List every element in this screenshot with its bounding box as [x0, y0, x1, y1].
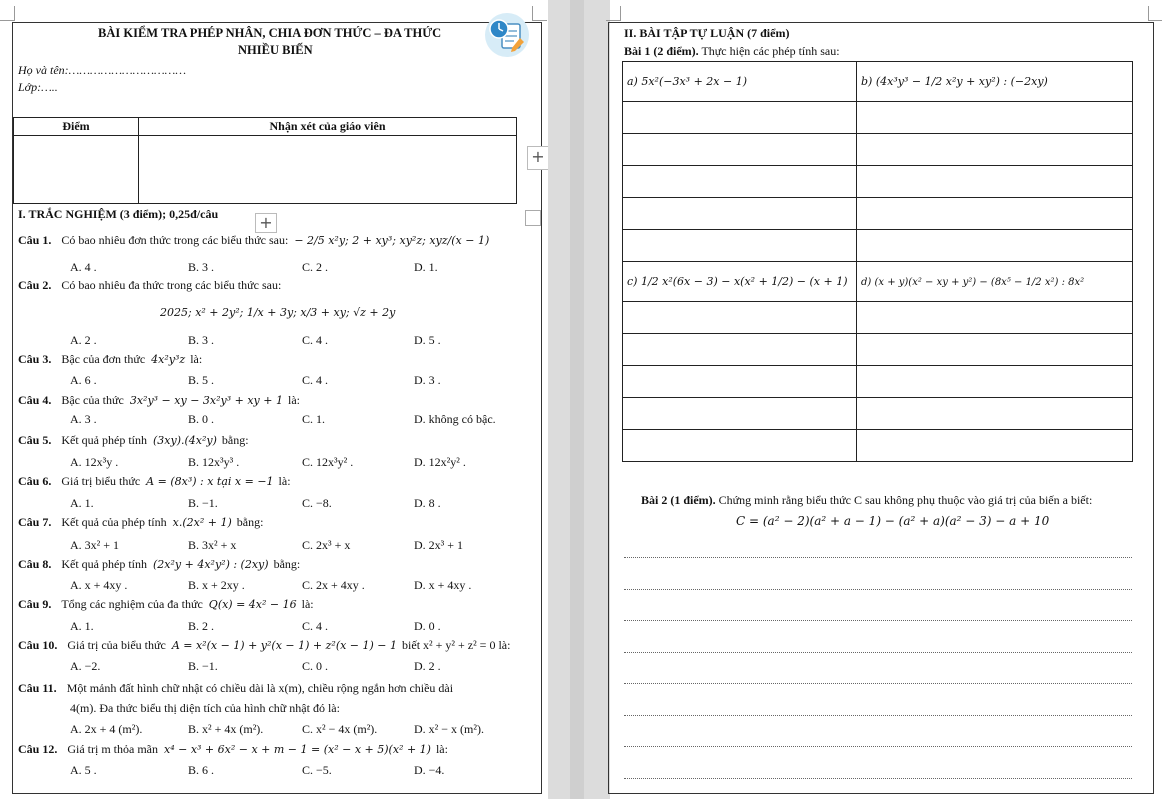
question-math: 4x²y³z	[151, 353, 186, 366]
question-text: Có bao nhiêu đa thức trong các biểu thức sau:	[61, 278, 282, 292]
answer-line[interactable]	[624, 652, 1132, 653]
question-number: Câu 7.	[18, 515, 52, 529]
answer-cell[interactable]	[857, 398, 1133, 430]
page-left	[0, 0, 548, 799]
answer-option-a: A. x + 4xy .	[70, 578, 128, 592]
bai2-formula: C = (a² − 2)(a² + a − 1) − (a² + a)(a² − 3) − a + 10	[736, 514, 1050, 528]
answer-option-c: C. 12x³y² .	[302, 455, 354, 469]
answer-option-d: D. 5 .	[414, 333, 441, 347]
question-math: 2025; x² + 2y²; 1/x + 3y; x/3 + xy; √z + 2y	[160, 306, 396, 319]
answer-cell[interactable]	[857, 230, 1133, 262]
answer-option-c: C. 2x + 4xy .	[302, 578, 365, 592]
answer-cell[interactable]	[623, 334, 857, 366]
question-number: Câu 9.	[18, 597, 52, 611]
answer-option-b: B. x² + 4x (m²).	[188, 722, 264, 736]
answer-option-b: B. 2 .	[188, 619, 215, 633]
question-text: Một mảnh đất hình chữ nhật có chiều dài là x(m), chiều rộng ngắn hơn chiều dài	[66, 681, 454, 695]
answer-cell[interactable]	[623, 198, 857, 230]
question-text: Kết quả của phép tính	[61, 515, 167, 529]
add-column-button[interactable]: +	[255, 213, 277, 233]
answer-option-d: D. 8 .	[414, 496, 441, 510]
answer-cell[interactable]	[623, 398, 857, 430]
answer-option-a: A. 6 .	[70, 373, 97, 387]
answer-option-d: D. 3 .	[414, 373, 441, 387]
answer-option-a: A. 12x³y .	[70, 455, 119, 469]
table-resize-handle[interactable]	[525, 210, 541, 226]
question-3	[18, 352, 202, 367]
answer-line[interactable]	[624, 620, 1132, 621]
clipboard-clock-icon	[484, 12, 530, 58]
answer-option-b: B. 3 .	[188, 333, 215, 347]
question-tail: bằng:	[273, 557, 301, 571]
question-text: Bậc của thức	[61, 393, 124, 407]
answer-option-c: C. 2x³ + x	[302, 538, 351, 552]
exercise-c	[623, 262, 857, 302]
name-field-label: Họ và tên:……………………………	[18, 63, 187, 77]
answer-cell[interactable]	[857, 430, 1133, 462]
question-number: Câu 1.	[18, 233, 52, 247]
answer-option-c: C. 2 .	[302, 260, 329, 274]
answer-option-b: B. −1.	[188, 496, 218, 510]
score-table	[13, 117, 517, 204]
answer-option-a: A. 3x² + 1	[70, 538, 120, 552]
scrollbar-track[interactable]	[570, 0, 584, 799]
question-6	[18, 474, 291, 489]
question-number: Câu 3.	[18, 352, 52, 366]
score-cell[interactable]	[14, 136, 139, 204]
crop-mark	[1148, 6, 1162, 21]
question-tail: là:	[190, 352, 203, 366]
answer-cell[interactable]	[857, 366, 1133, 398]
question-math: x⁴ − x³ + 6x² − x + m − 1 = (x² − x + 5)(x² + 1)	[164, 743, 431, 756]
question-2	[18, 278, 281, 293]
question-number: Câu 2.	[18, 278, 52, 292]
question-math: Q(x) = 4x² − 16	[208, 598, 297, 611]
question-number: Câu 4.	[18, 393, 52, 407]
question-math: A = (8x³) : x tại x = −1	[146, 475, 274, 488]
question-tail: là:	[435, 742, 448, 756]
answer-cell[interactable]	[623, 230, 857, 262]
question-number: Câu 12.	[18, 742, 58, 756]
exercise-a	[623, 62, 857, 102]
question-number: Câu 11.	[18, 681, 57, 695]
answer-option-d: D. −4.	[414, 763, 445, 777]
question-text: Có bao nhiêu đơn thức trong các biểu thức sau:	[61, 233, 289, 247]
answer-option-a: A. −2.	[70, 659, 101, 673]
answer-cell[interactable]	[623, 166, 857, 198]
question-text: Bậc của đơn thức	[61, 352, 146, 366]
answer-cell[interactable]	[623, 430, 857, 462]
answer-option-b: B. 5 .	[188, 373, 215, 387]
bai1-label: Bài 1 (2 điểm).	[624, 44, 699, 58]
question-12	[18, 742, 448, 757]
bai2-text: Chứng minh rằng biểu thức C sau không phụ thuộc vào giá trị của biến a biết:	[718, 493, 1093, 507]
question-math: (3xy).(4x²y)	[153, 434, 217, 447]
answer-option-a: A. 2x + 4 (m²).	[70, 722, 143, 736]
crop-mark	[0, 6, 15, 21]
exercise-d-text: d) (x + y)(x² − xy + y²) − (8x⁵ − 1/2 x²) : 8x²	[861, 276, 1085, 288]
class-field-label: Lớp:…..	[18, 80, 58, 94]
answer-line[interactable]	[624, 557, 1132, 558]
exercise-a-text: a) 5x²(−3x³ + 2x − 1)	[627, 75, 747, 88]
answer-option-a: A. 3 .	[70, 412, 97, 426]
question-text: Kết quả phép tính	[61, 557, 147, 571]
question-tail: bằng:	[236, 515, 264, 529]
answer-option-b: B. 3 .	[188, 260, 215, 274]
bai1-text: Thực hiện các phép tính sau:	[701, 44, 840, 58]
question-text: Giá trị biểu thức	[61, 474, 141, 488]
answer-option-d: D. 0 .	[414, 619, 441, 633]
question-math: A = x²(x − 1) + y²(x − 1) + z²(x − 1) − 1	[171, 639, 398, 652]
answer-cell[interactable]	[857, 302, 1133, 334]
question-11	[18, 681, 453, 696]
comment-header: Nhận xét của giáo viên	[139, 118, 517, 136]
answer-option-c: C. 1.	[302, 412, 326, 426]
answer-option-a: A. 5 .	[70, 763, 97, 777]
answer-cell[interactable]	[623, 134, 857, 166]
question-9	[18, 597, 314, 612]
exercise-d	[857, 262, 1133, 302]
answer-option-d: D. 12x²y² .	[414, 455, 466, 469]
question-7	[18, 515, 263, 530]
answer-option-d: D. 2x³ + 1	[414, 538, 464, 552]
answer-option-a: A. 4 .	[70, 260, 97, 274]
answer-cell[interactable]	[857, 198, 1133, 230]
question-number: Câu 8.	[18, 557, 52, 571]
answer-option-c: C. −8.	[302, 496, 332, 510]
answer-option-d: D. x² − x (m²).	[414, 722, 484, 736]
answer-option-b: B. 0 .	[188, 412, 215, 426]
section1-heading: I. TRẮC NGHIỆM (3 điểm); 0,25đ/câu	[18, 207, 219, 221]
answer-line[interactable]	[624, 778, 1132, 779]
answer-cell[interactable]	[623, 302, 857, 334]
answer-option-d: D. 2 .	[414, 659, 441, 673]
answer-cell[interactable]	[623, 102, 857, 134]
question-tail: bằng:	[221, 433, 249, 447]
crop-mark	[606, 6, 621, 21]
answer-option-a: A. 1.	[70, 496, 94, 510]
page-gap	[548, 0, 610, 799]
exercise-b	[857, 62, 1133, 102]
answer-option-b: B. −1.	[188, 659, 218, 673]
answer-option-c: C. 4 .	[302, 619, 329, 633]
exercise-b-text: b) (4x³y³ − 1/2 x²y + xy²) : (−2xy)	[861, 75, 1048, 88]
answer-option-a: A. 1.	[70, 619, 94, 633]
question-math: − 2/5 x²y; 2 + xy³; xy²z; xyz/(x − 1)	[294, 234, 490, 247]
answer-option-c: C. −5.	[302, 763, 332, 777]
answer-option-a: A. 2 .	[70, 333, 97, 347]
answer-option-d: D. 1.	[414, 260, 438, 274]
answer-option-c: C. 0 .	[302, 659, 329, 673]
question-1	[18, 233, 489, 248]
question-tail: là:	[301, 597, 314, 611]
exercise-c-text: c) 1/2 x²(6x − 3) − x(x² + 1/2) − (x + 1)	[627, 275, 848, 288]
title-line1: BÀI KIỂM TRA PHÉP NHÂN, CHIA ĐƠN THỨC – ĐA THỨC	[98, 26, 442, 40]
answer-cell[interactable]	[857, 166, 1133, 198]
section2-heading: II. BÀI TẬP TỰ LUẬN (7 điểm)	[624, 26, 790, 40]
answer-option-d: D. x + 4xy .	[414, 578, 472, 592]
question-math: (2x²y + 4x²y²) : (2xy)	[153, 558, 269, 571]
comment-cell[interactable]	[139, 136, 517, 204]
question-text: Giá trị m thỏa mãn	[67, 742, 158, 756]
question-number: Câu 10.	[18, 638, 58, 652]
answer-line[interactable]	[624, 683, 1132, 684]
question-10	[18, 638, 510, 653]
answer-option-b: B. 6 .	[188, 763, 215, 777]
answer-line[interactable]	[624, 746, 1132, 747]
answer-line[interactable]	[624, 715, 1132, 716]
question-tail: là:	[278, 474, 291, 488]
question-text: Giá trị của biểu thức	[67, 638, 166, 652]
answer-option-b: B. 3x² + x	[188, 538, 237, 552]
answer-cell[interactable]	[857, 134, 1133, 166]
question-text-line2: 4(m). Đa thức biểu thị diện tích của hình chữ nhật đó là:	[70, 701, 340, 715]
answer-cell[interactable]	[623, 366, 857, 398]
crop-mark	[532, 6, 547, 21]
score-header: Điểm	[14, 118, 139, 136]
answer-option-b: B. 12x³y³ .	[188, 455, 240, 469]
answer-cell[interactable]	[857, 102, 1133, 134]
add-row-button[interactable]: +	[527, 146, 549, 170]
question-5	[18, 433, 249, 448]
question-text: Tổng các nghiệm của đa thức	[61, 597, 203, 611]
question-math: 3x²y³ − xy − 3x²y³ + xy + 1	[129, 394, 283, 407]
answer-option-c: C. 4 .	[302, 373, 329, 387]
question-number: Câu 5.	[18, 433, 52, 447]
question-4	[18, 393, 300, 408]
question-8	[18, 557, 300, 572]
answer-line[interactable]	[624, 589, 1132, 590]
question-text: Kết quả phép tính	[61, 433, 147, 447]
answer-option-c: C. x² − 4x (m²).	[302, 722, 378, 736]
question-math: x.(2x² + 1)	[172, 516, 232, 529]
exercise-table	[622, 61, 1133, 462]
answer-option-b: B. x + 2xy .	[188, 578, 245, 592]
title-line2: NHIỀU BIẾN	[238, 43, 313, 57]
answer-option-d: D. không có bậc.	[414, 412, 496, 426]
answer-option-c: C. 4 .	[302, 333, 329, 347]
question-tail: là:	[287, 393, 300, 407]
answer-cell[interactable]	[857, 334, 1133, 366]
question-number: Câu 6.	[18, 474, 52, 488]
question-tail: biết x² + y² + z² = 0 là:	[402, 638, 511, 652]
bai2-label: Bài 2 (1 điểm).	[641, 493, 716, 507]
